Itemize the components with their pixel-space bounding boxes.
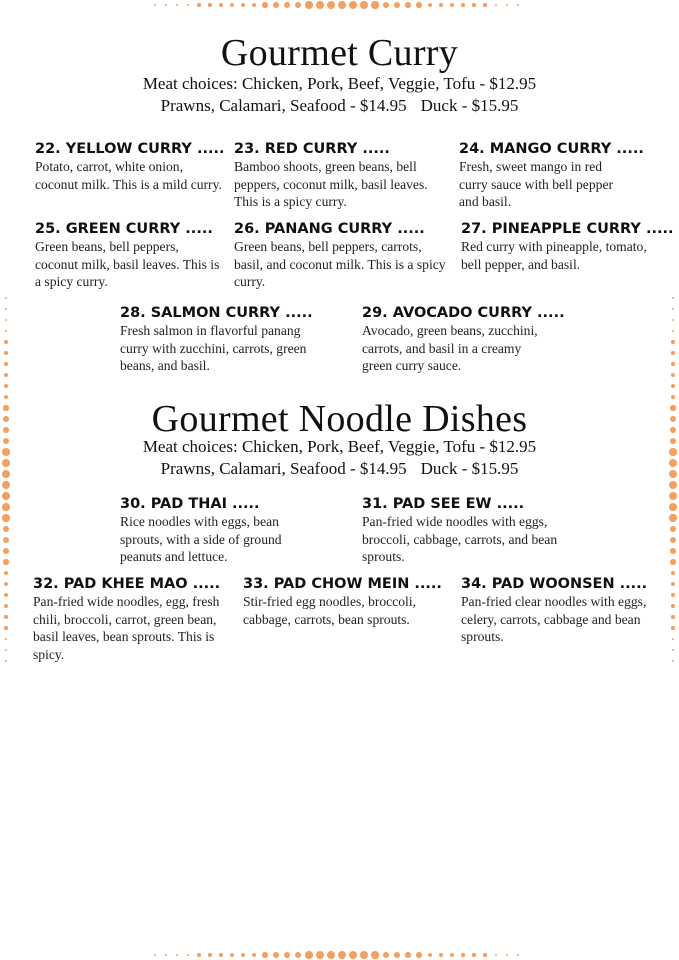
decorative-dot [461,3,465,7]
decorative-dot [262,952,267,957]
decorative-dot [3,537,9,543]
menu-item-description: Rice noodles with eggs, bean sprouts, with a side of ground peanuts and lettuce. [120,514,282,565]
decorative-dot [472,953,475,956]
decorative-dot [295,952,302,959]
decorative-dot [672,649,675,652]
decorative-dot [670,526,677,533]
decorative-dot [273,952,279,958]
decorative-dot [4,626,7,629]
decorative-dot [208,953,211,956]
decorative-dot [187,954,190,957]
curry-price-seafood: Prawns, Calamari, Seafood - $14.95 [160,96,407,115]
decorative-dot [4,384,8,388]
menu-item-title: 23. RED CURRY ..... [234,141,390,157]
curry-price-line-1: Meat choices: Chicken, Pork, Beef, Veggie, Tofu - $12.95 [142,74,537,93]
decorative-dot [284,2,290,8]
menu-item-description: Pan-fried wide noodles with eggs, broccoli, cabbage, carrots, and bean sprouts. [362,514,558,565]
menu-item-green-curry [35,220,220,291]
decorative-dot [670,537,676,543]
decorative-dot [230,953,234,957]
decorative-dot [4,571,9,576]
decorative-dot [495,4,498,7]
decorative-dot [4,351,7,354]
decorative-dot [450,3,454,7]
decorative-dot [241,953,245,957]
menu-item-mango-curry [459,140,644,211]
menu-item-description: Stir-fried egg noodles, broccoli, cabbage, carrots, bean sprouts. [243,594,417,627]
decorative-dot [165,954,168,957]
decorative-dot [305,951,312,958]
noodle-section-title: Gourmet Noodle Dishes [151,398,528,440]
decorative-dot [3,526,10,533]
decorative-dot [165,4,168,7]
menu-item-title: 29. AVOCADO CURRY ..... [362,305,565,321]
decorative-dot [2,503,10,511]
decorative-dot [349,1,357,9]
decorative-dot [416,2,421,7]
menu-item-avocado-curry [362,304,565,375]
decorative-dot [5,319,8,322]
decorative-dot [483,953,486,956]
decorative-dot [495,954,498,957]
decorative-dot [472,3,475,6]
decorative-dot [273,2,279,8]
decorative-dot [208,3,211,6]
decorative-dot [219,3,223,7]
menu-item-salmon-curry [120,304,320,375]
decorative-dot [517,954,520,957]
menu-item-title: 25. GREEN CURRY ..... [35,221,213,237]
menu-item-pad-khee-mao [33,575,231,663]
decorative-dot [671,351,674,354]
decorative-dot [671,571,676,576]
decorative-dot [360,951,368,959]
decorative-dot [671,604,675,608]
decorative-dot [176,954,179,957]
curry-price-duck: Duck - $15.95 [420,96,519,115]
decorative-dot [4,604,8,608]
menu-item-description: Red curry with pineapple, tomato, bell pepper, and basil. [461,239,647,272]
menu-item-title: 27. PINEAPPLE CURRY ..... [461,221,674,237]
menu-item-title: 22. YELLOW CURRY ..... [35,141,225,157]
decorative-dot [483,3,486,6]
decorative-dot [230,3,234,7]
decorative-dot [416,952,421,957]
decorative-dot [349,951,357,959]
decorative-dot [327,1,336,10]
decorative-dot [428,3,433,8]
decorative-dot [672,308,675,311]
decorative-dot [671,395,676,400]
decorative-dot [327,951,336,960]
menu-item-title: 31. PAD SEE EW ..... [362,496,525,512]
decorative-dot [5,330,8,333]
noodle-price-line-1: Meat choices: Chicken, Pork, Beef, Veggie, Tofu - $12.95 [142,437,537,456]
decorative-dot [669,503,677,511]
decorative-dot [338,951,347,960]
decorative-dot [252,3,257,8]
decorative-dot [439,953,443,957]
curry-price-line-2 [0,97,679,114]
decorative-dot [4,373,8,377]
decorative-dot [670,559,675,564]
decorative-dot [450,953,454,957]
menu-item-title: 33. PAD CHOW MEIN ..... [243,576,442,592]
decorative-dot [394,2,400,8]
menu-item-title: 30. PAD THAI ..... [120,496,260,512]
menu-item-pineapple-curry [461,220,674,273]
decorative-dot [506,4,509,7]
decorative-dot [252,953,257,958]
menu-item-description: Pan-fried clear noodles with eggs, celery, carrots, cabbage and bean sprouts. [461,594,647,645]
menu-item-description: Green beans, bell peppers, carrots, basil, and coconut milk. This is a spicy curry. [234,239,446,290]
decorative-dot [405,952,411,958]
noodle-price-seafood: Prawns, Calamari, Seafood - $14.95 [160,459,407,478]
menu-item-description: Green beans, bell peppers, coconut milk, basil leaves. This is a spicy curry. [35,239,220,290]
menu-item-yellow-curry [35,140,225,193]
decorative-dot [671,582,675,586]
menu-item-description: Potato, carrot, white onion, coconut milk. This is a mild curry. [35,159,222,192]
menu-item-description: Pan-fried wide noodles, egg, fresh chili, broccoli, carrot, green bean, basil leaves, bean sprouts. This is spicy. [33,594,220,662]
decorative-dot [383,952,390,959]
decorative-dot [383,2,390,9]
menu-item-pad-thai [120,495,320,566]
decorative-dot [219,953,223,957]
menu-item-description: Avocado, green beans, zucchini, carrots, and basil in a creamy green curry sauce. [362,323,538,374]
decorative-dot [439,3,443,7]
decorative-dot [5,660,8,663]
decorative-dot [671,384,675,388]
decorative-dot [3,548,9,554]
decorative-dot [669,481,678,490]
menu-item-title: 32. PAD KHEE MAO ..... [33,576,221,592]
menu-item-title: 24. MANGO CURRY ..... [459,141,644,157]
decorative-dot [405,2,411,8]
decorative-dot [672,319,675,322]
decorative-dot [4,615,7,618]
decorative-dot [284,952,290,958]
decorative-dot [262,2,267,7]
decorative-dot [671,362,675,366]
decorative-dot [517,4,520,7]
menu-item-description: Fresh salmon in flavorful panang curry with zucchini, carrots, green beans, and basil. [120,323,307,374]
menu-item-pad-see-ew [362,495,562,566]
decorative-dot [4,362,8,366]
decorative-dot [4,593,8,597]
decorative-dot [672,660,675,663]
menu-item-title: 34. PAD WOONSEN ..... [461,576,648,592]
decorative-dot [671,340,674,343]
decorative-dot [154,4,157,7]
decorative-dot [2,481,11,490]
decorative-dot [672,297,675,300]
decorative-dot [672,638,675,641]
decorative-dot [187,4,190,7]
menu-item-red-curry [234,140,446,211]
decorative-dot [461,953,465,957]
decorative-dot [669,514,676,521]
menu-item-title: 28. SALMON CURRY ..... [120,305,313,321]
decorative-dot [4,582,8,586]
decorative-dot [672,330,675,333]
decorative-dot [671,593,675,597]
decorative-dot [5,308,8,311]
decorative-dot [305,1,312,8]
decorative-dot [241,3,245,7]
decorative-dot [360,1,368,9]
decorative-dot [671,626,674,629]
decorative-dot [669,492,677,500]
decorative-dot [671,373,675,377]
decorative-dot [295,2,302,9]
decorative-dot [670,548,676,554]
menu-item-panang-curry [234,220,449,291]
noodle-price-duck: Duck - $15.95 [420,459,519,478]
decorative-dot [506,954,509,957]
decorative-dot [4,395,9,400]
decorative-dot [671,615,674,618]
decorative-dot [316,951,324,959]
decorative-dot [197,953,200,956]
decorative-dot [5,297,8,300]
decorative-dot [428,953,433,958]
decorative-dot [371,1,378,8]
decorative-dot [371,951,378,958]
curry-section-title: Gourmet Curry [220,32,459,74]
decorative-dot [176,4,179,7]
menu-item-title: 26. PANANG CURRY ..... [234,221,425,237]
decorative-dot [4,340,7,343]
decorative-dot [2,492,10,500]
decorative-dot [154,954,157,957]
menu-item-description: Fresh, sweet mango in red curry sauce with bell pepper and basil. [459,159,613,210]
decorative-dot [338,1,347,10]
decorative-dot [316,1,324,9]
decorative-dot [3,559,8,564]
decorative-dot [5,649,8,652]
decorative-dot [5,638,8,641]
menu-item-pad-woonsen [461,575,657,646]
menu-item-pad-chow-mein [243,575,442,628]
decorative-dot [2,514,9,521]
menu-item-description: Bamboo shoots, green beans, bell peppers, coconut milk, basil leaves. This is a spicy curry. [234,159,428,210]
decorative-dot [197,3,200,6]
noodle-price-line-2 [0,460,679,477]
decorative-dot [394,952,400,958]
